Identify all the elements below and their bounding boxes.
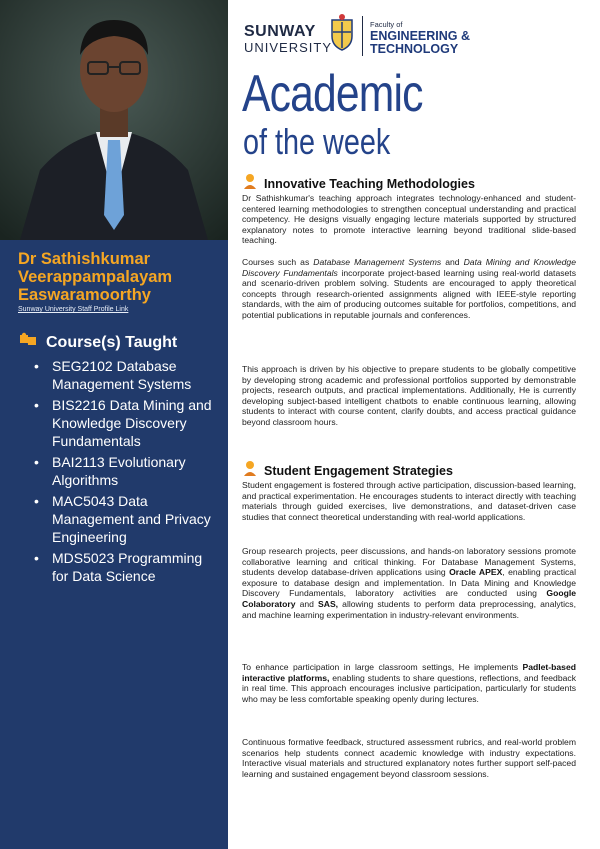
lightbulb-person-icon <box>242 173 258 194</box>
course-list <box>34 357 214 588</box>
lightbulb-person-icon <box>242 460 258 481</box>
engagement-paragraph-2: Group research projects, peer discussions, and hands-on laboratory sessions promote collaborative learning and critical thinking. For Database Management Systems, students develop database-driven applications using Oracle APEX, enabling practical exposure to database design and implementation. In Data Mining and Knowledge Discovery Fundamentals, laboratory activities are conducted using Google Colaboratory and SAS, allowing students to perform data preprocessing, analytics, and machine learning experimentation in industry-relevant environments. <box>242 546 576 620</box>
crest-icon <box>329 12 355 52</box>
engagement-paragraph-4: Continuous formative feedback, structured assessment rubrics, and real-world problem scenarios help students connect academic knowledge with industry expectations. Interactive visual materials and structured explanatory notes further support self-paced learning and sustained engagement beyond classroom sessions. <box>242 737 576 779</box>
teaching-heading: Innovative Teaching Methodologies <box>242 173 475 194</box>
teaching-paragraph-3: This approach is driven by his objective to prepare students to be globally competitive by developing strong academic and professional portfolios supported by demonstrable projects, research outputs, and practical implementations. Additionally, He is currently developing subject-based intelligent chatbots to enable continuous learning, allowing students to interact with course content, clarify doubts, and access practical guidance beyond classroom hours. <box>242 364 576 427</box>
engagement-paragraph-1: Student engagement is fostered through active participation, discussion-based learning, and practical experimentation. He encourages students to interact directly with teaching materials through guided exercises, live demonstrations, and dataset-driven case studies that connect theoretical understanding with real-world applications. <box>242 480 576 522</box>
list-item: • BAI2113 Evolutionary Algorithms <box>34 454 186 488</box>
courses-heading <box>18 332 177 353</box>
page-subtitle: of the week <box>243 121 391 162</box>
list-item: • BIS2216 Data Mining and Knowledge Discovery Fundamentals <box>34 397 212 449</box>
list-item: • MDS5023 Programming for Data Science <box>34 550 203 584</box>
list-item: • MAC5043 Data Management and Privacy Engineering <box>34 493 211 545</box>
university-logo <box>244 12 584 64</box>
logo-divider <box>362 16 363 56</box>
brand-sunway: SUNWAY <box>244 23 316 40</box>
academic-name: Dr Sathishkumar Veerappampalayam Easwaramoorthy <box>18 250 173 304</box>
engagement-heading: Student Engagement Strategies <box>242 460 453 481</box>
page-title: Academic <box>242 65 423 123</box>
teaching-paragraph-1: Dr Sathishkumar's teaching approach integrates technology-enhanced and student-centered learning methodologies to strengthen conceptual understanding and practical competency. He designs visually engaging lecture materials supported by structured explanatory notes to promote interactive learning beyond traditional slide-based teaching. <box>242 193 576 246</box>
profile-sidebar <box>0 0 228 849</box>
faculty-of-label: Faculty of <box>370 20 403 29</box>
brand-university: UNIVERSITY <box>244 40 333 55</box>
engagement-paragraph-3: To enhance participation in large classroom settings, He implements Padlet-based interactive platforms, enabling students to share questions, reflections, and feedback in real time. This approach encourages inclusive participation, particularly for students who may be less comfortable speaking openly during lectures. <box>242 662 576 704</box>
staff-profile-link[interactable]: Sunway University Staff Profile Link <box>18 306 129 313</box>
list-item: • SEG2102 Database Management Systems <box>34 358 192 392</box>
puzzle-icon <box>18 332 38 353</box>
faculty-name: ENGINEERING & TECHNOLOGY <box>370 29 471 56</box>
teaching-paragraph-2: Courses such as Database Management Systems and Data Mining and Knowledge Discovery Fundamentals incorporate project-based learning using real-world datasets and scenario-driven problem solving. Students are encouraged to apply theoretical concepts through research-oriented assignments aligned with IEEE-style reporting standards, with the aim of producing outcomes suitable for portfolios, competitions, and potential publications in reputable journals and conferences. <box>242 257 576 320</box>
profile-photo <box>0 0 228 240</box>
courses-title: Course(s) Taught <box>46 333 178 351</box>
